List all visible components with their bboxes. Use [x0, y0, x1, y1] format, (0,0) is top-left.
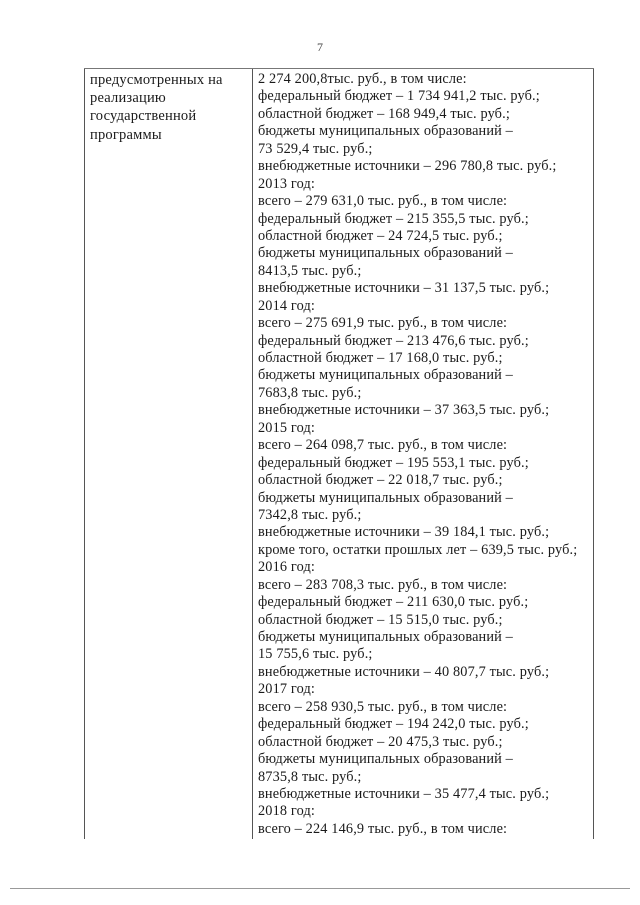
value-line: федеральный бюджет – 213 476,6 тыс. руб.;: [258, 332, 529, 349]
value-line: 2013 год:: [258, 175, 316, 192]
value-line: кроме того, остатки прошлых лет – 639,5 тыс. руб.;: [258, 541, 578, 558]
value-line: всего – 279 631,0 тыс. руб., в том числе:: [258, 193, 508, 210]
value-line: внебюджетные источники – 40 807,7 тыс. руб.;: [258, 663, 550, 680]
value-line: 15 755,6 тыс. руб.;: [258, 646, 373, 663]
value-line: бюджеты муниципальных образований –: [258, 245, 513, 262]
table-column-divider: [252, 69, 253, 839]
document-table: [84, 68, 594, 839]
value-line: федеральный бюджет – 195 553,1 тыс. руб.;: [258, 454, 529, 471]
table-value-cell: [258, 71, 598, 838]
value-line: федеральный бюджет – 1 734 941,2 тыс. руб.;: [258, 88, 540, 105]
value-line: федеральный бюджет – 194 242,0 тыс. руб.;: [258, 716, 529, 733]
value-line: бюджеты муниципальных образований –: [258, 123, 513, 140]
label-line: реализацию: [90, 90, 166, 107]
label-line: программы: [90, 126, 162, 143]
value-line: 2014 год:: [258, 297, 316, 314]
value-line: федеральный бюджет – 215 355,5 тыс. руб.;: [258, 210, 529, 227]
value-line: бюджеты муниципальных образований –: [258, 367, 513, 384]
value-line: областной бюджет – 20 475,3 тыс. руб.;: [258, 733, 503, 750]
value-line: внебюджетные источники – 31 137,5 тыс. руб.;: [258, 280, 550, 297]
value-line: бюджеты муниципальных образований –: [258, 489, 513, 506]
value-line: областной бюджет – 15 515,0 тыс. руб.;: [258, 611, 503, 628]
value-line: внебюджетные источники – 37 363,5 тыс. руб.;: [258, 402, 550, 419]
value-line: всего – 283 708,3 тыс. руб., в том числе:: [258, 576, 508, 593]
label-line: государственной: [90, 108, 197, 125]
value-line: 7683,8 тыс. руб.;: [258, 384, 362, 401]
label-line: предусмотренных на: [90, 72, 223, 88]
value-line: всего – 264 098,7 тыс. руб., в том числе:: [258, 437, 508, 454]
value-line: всего – 275 691,9 тыс. руб., в том числе:: [258, 315, 508, 332]
value-line: 8413,5 тыс. руб.;: [258, 262, 362, 279]
value-line: бюджеты муниципальных образований –: [258, 629, 513, 645]
value-line: областной бюджет – 24 724,5 тыс. руб.;: [258, 227, 503, 244]
value-line: 8735,8 тыс. руб.;: [258, 768, 362, 785]
page-bottom-rule: [10, 888, 630, 889]
value-line: 7342,8 тыс. руб.;: [258, 506, 362, 523]
value-line: внебюджетные источники – 296 780,8 тыс. руб.;: [258, 158, 557, 175]
value-line: областной бюджет – 22 018,7 тыс. руб.;: [258, 472, 503, 489]
table-label-cell: [90, 71, 246, 144]
value-line: внебюджетные источники – 35 477,4 тыс. руб.;: [258, 785, 550, 802]
value-line: областной бюджет – 17 168,0 тыс. руб.;: [258, 350, 503, 366]
value-line: бюджеты муниципальных образований –: [258, 751, 513, 768]
value-line: 73 529,4 тыс. руб.;: [258, 140, 373, 157]
value-line: федеральный бюджет – 211 630,0 тыс. руб.;: [258, 594, 529, 611]
value-line: областной бюджет – 168 949,4 тыс. руб.;: [258, 105, 510, 122]
page-number: 7: [317, 40, 323, 54]
value-line: всего – 224 146,9 тыс. руб., в том числе:: [258, 820, 508, 837]
value-line: внебюджетные источники – 39 184,1 тыс. руб.;: [258, 524, 550, 541]
value-line: 2015 год:: [258, 419, 316, 436]
value-line: 2016 год:: [258, 559, 316, 576]
value-line: 2018 год:: [258, 803, 316, 820]
value-line: 2 274 200,8тыс. руб., в том числе:: [258, 71, 467, 87]
value-line: 2017 год:: [258, 681, 316, 698]
table-border-left: [84, 69, 85, 839]
value-line: всего – 258 930,5 тыс. руб., в том числе:: [258, 698, 508, 715]
